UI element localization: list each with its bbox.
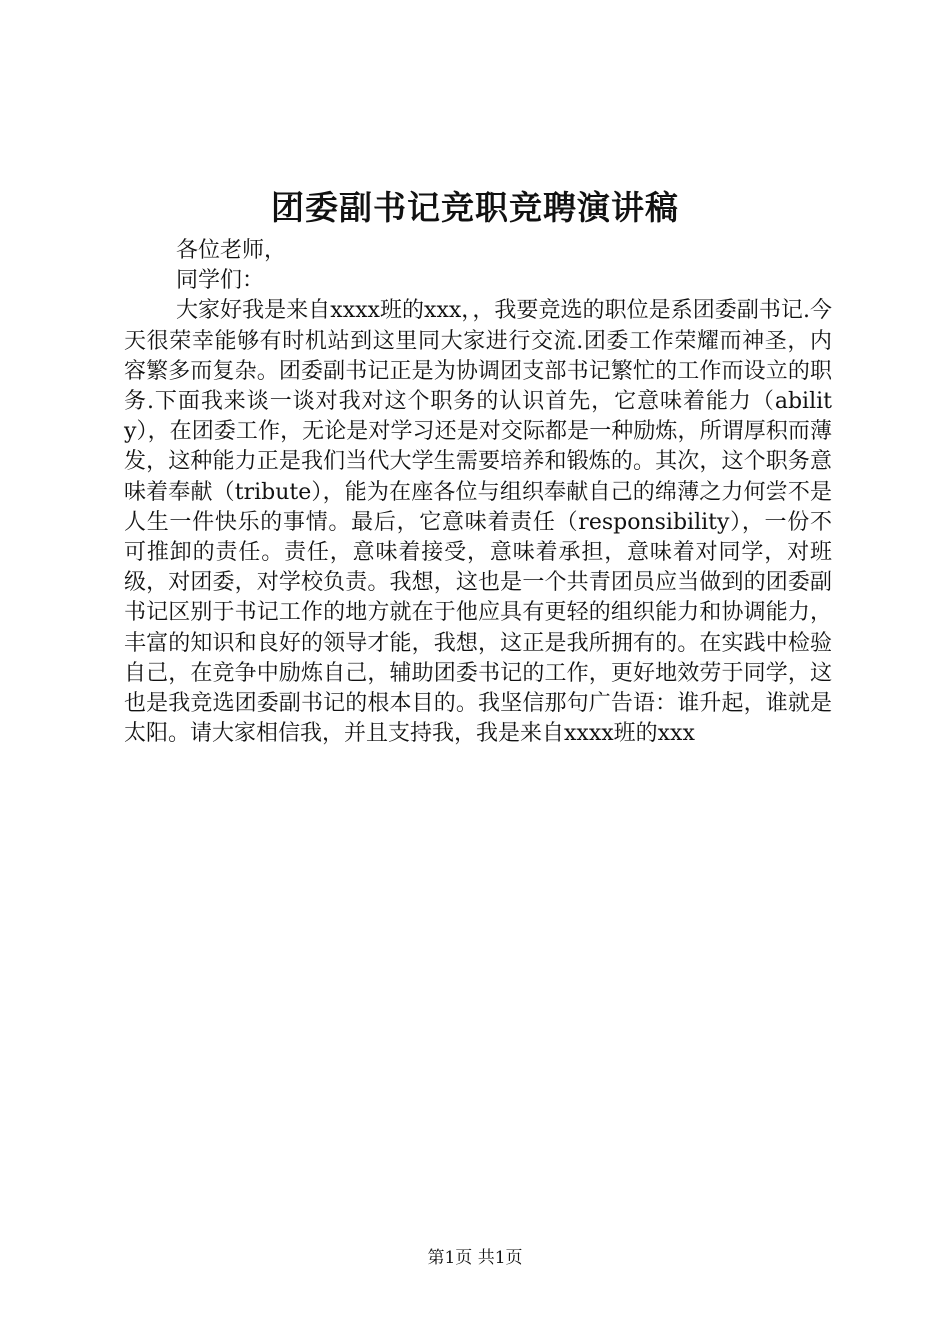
document-body <box>124 236 832 749</box>
page-footer: 第1页 共1页 <box>427 1248 523 1268</box>
speech-paragraph: 大家好我是来自xxxx班的xxx，，我要竞选的职位是系团委副书记.今天很荣幸能够有时机站到这里同大家进行交流.团委工作荣耀而神圣，内容繁多而复杂。团委副书记正是为协调团支部书记繁忙的工作而设立的职务.下面我来谈一谈对我对这个职务的认识首先，它意味着能力（ability），在团委工作，无论是对学习还是对交际都是一种励炼，所谓厚积而薄发，这种能力正是我们当代大学生需要培养和锻炼的。其次，这个职务意味着奉献（tribute），能为在座各位与组织奉献自己的绵薄之力何尝不是人生一件快乐的事情。最后，它意味着责任（responsibility），一份不可推卸的责任。责任，意味着接受，意味着承担，意味着对同学，对班级，对团委，对学校负责。我想，这也是一个共青团员应当做到的团委副书记区别于书记工作的地方就在于他应具有更轻的组织能力和协调能力，丰富的知识和良好的领导才能，我想，这正是我所拥有的。在实践中检验自己，在竞争中励炼自己，辅助团委书记的工作，更好地效劳于同学，这也是我竞选团委副书记的根本目的。我坚信那句广告语：谁升起，谁就是太阳。请大家相信我，并且支持我，我是来自xxxx班的xxx <box>124 298 832 747</box>
document-title: 团委副书记竞职竞聘演讲稿 <box>271 188 679 227</box>
greeting-students: 同学们： <box>176 268 265 294</box>
greeting-teachers: 各位老师， <box>176 238 287 263</box>
